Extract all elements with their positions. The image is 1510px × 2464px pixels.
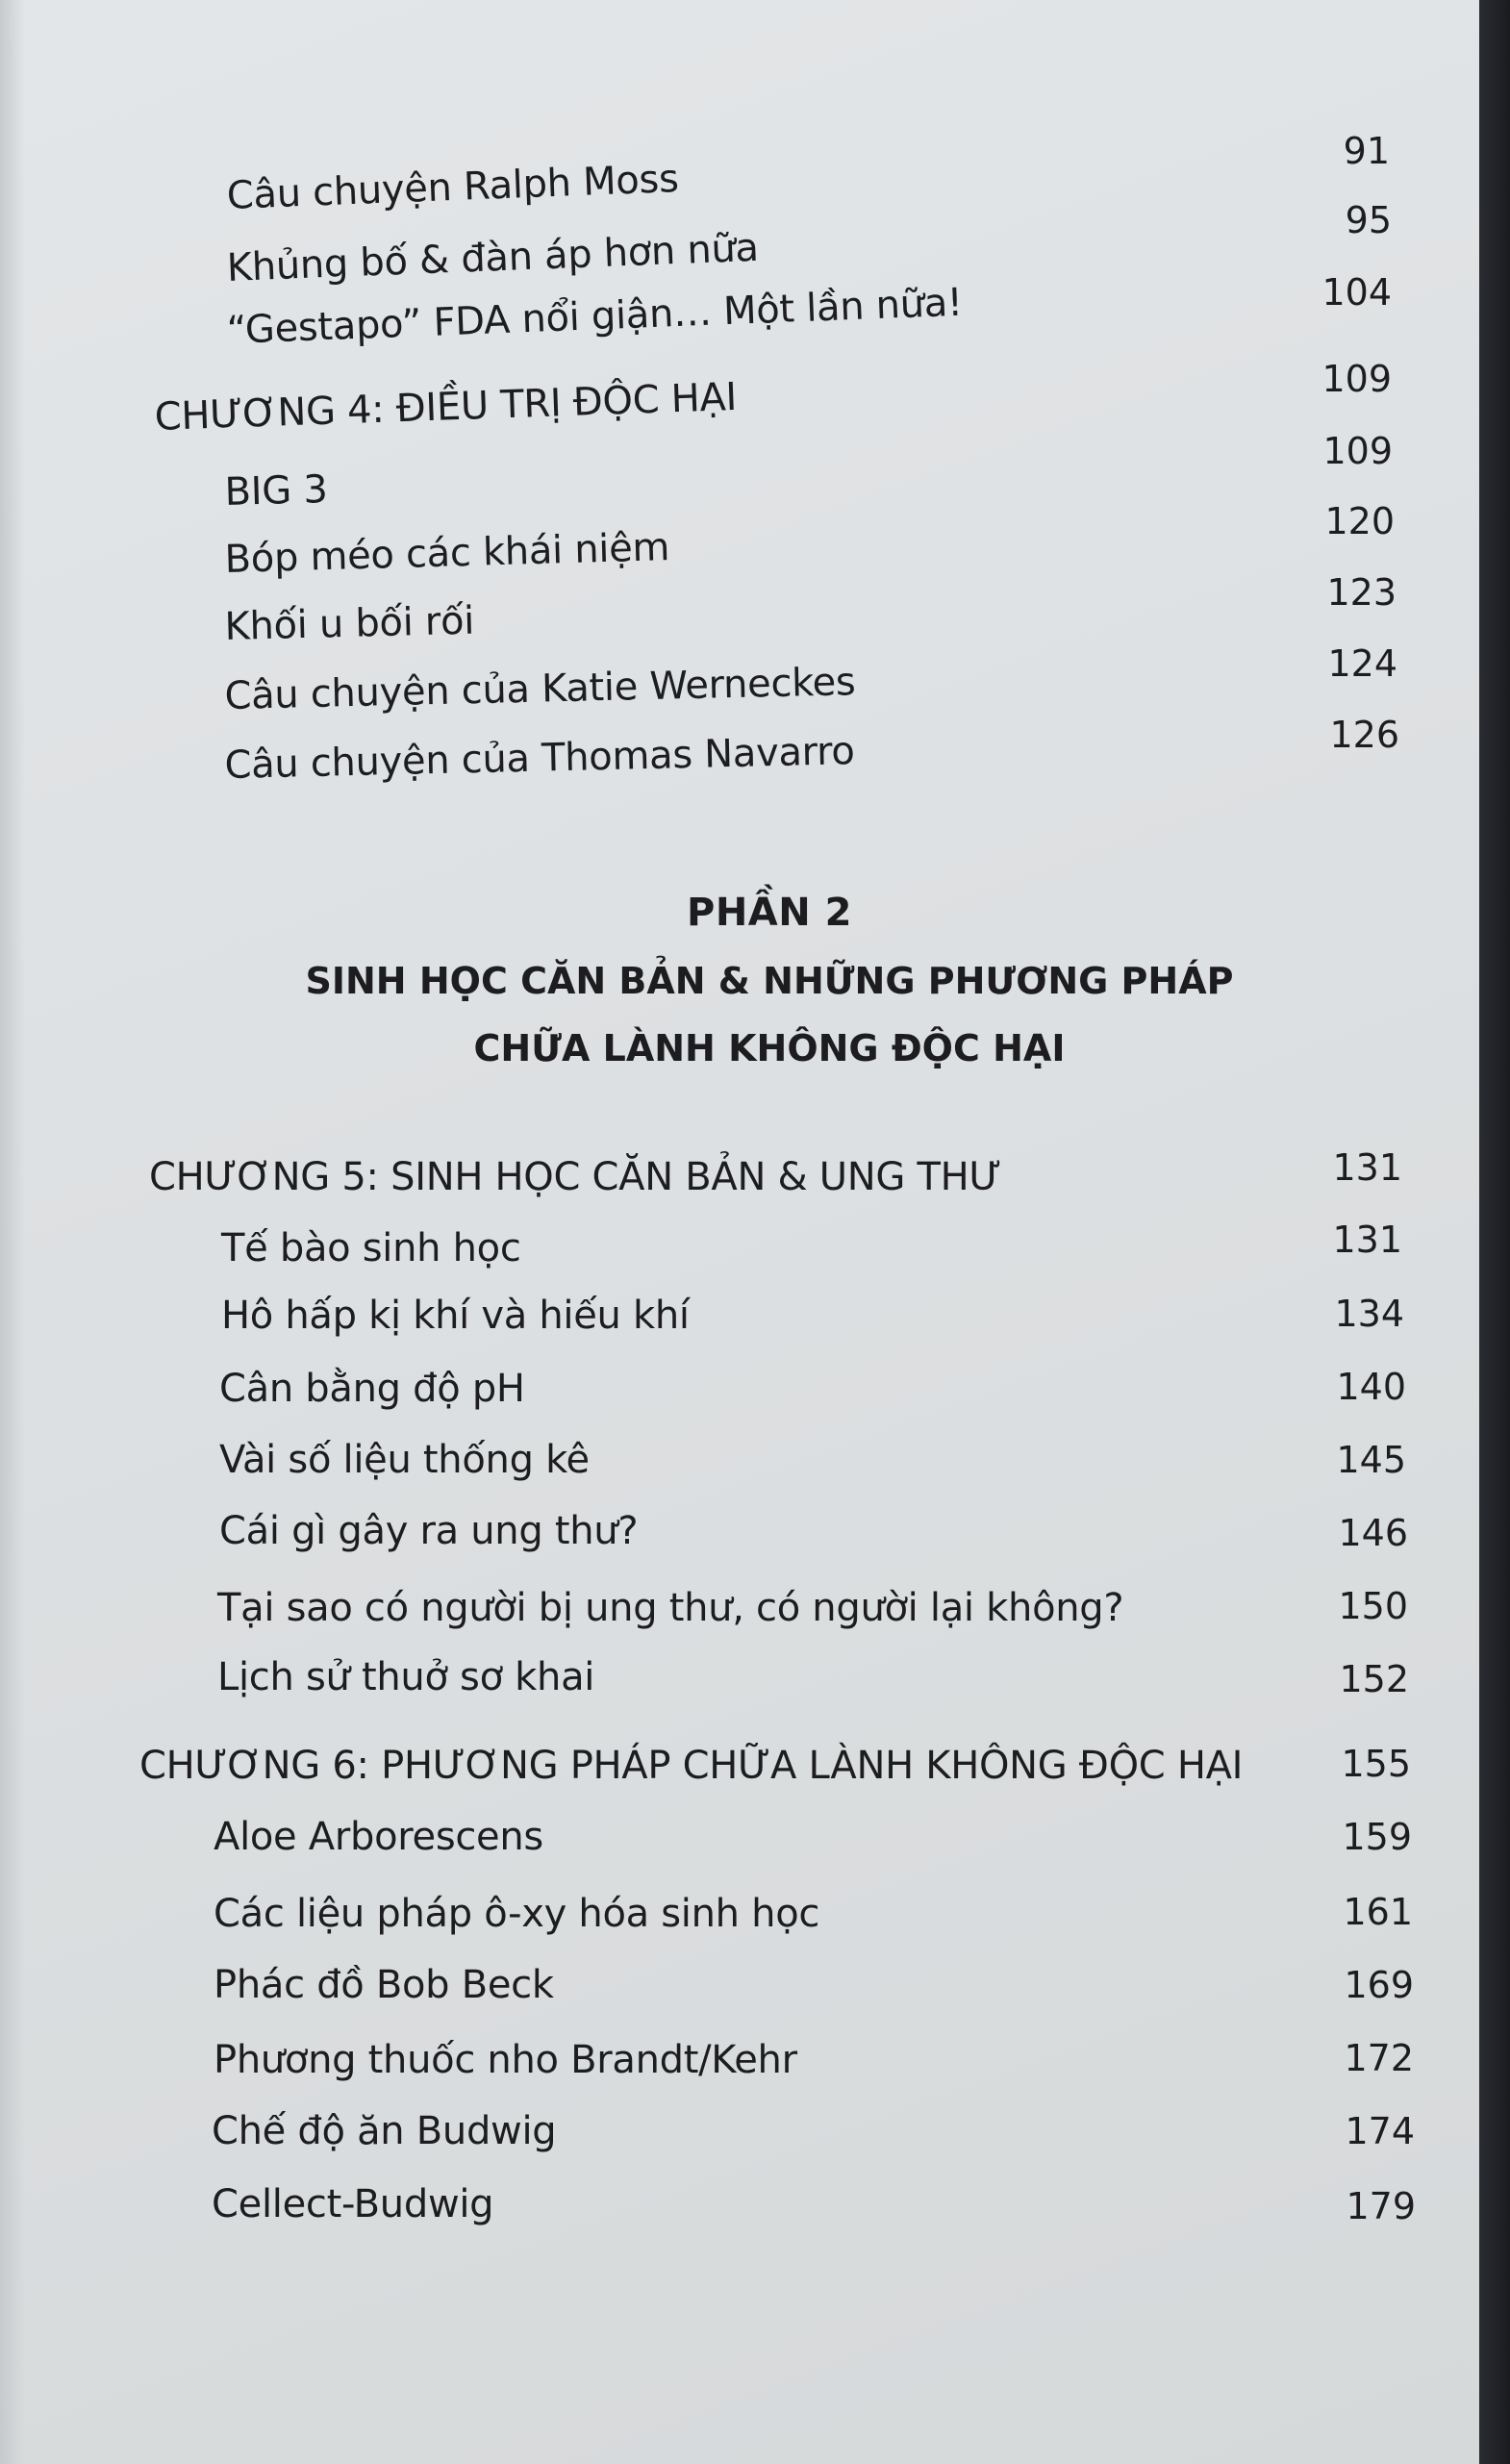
toc-entry-gay-ung-thu <box>219 1508 638 1554</box>
page-number: 134 <box>1334 1293 1404 1335</box>
page-number: 179 <box>1346 2185 1416 2227</box>
toc-entry-gestapo <box>226 280 964 354</box>
toc-chapter-title: CHƯƠNG 6: PHƯƠNG PHÁP CHỮA LÀNH KHÔNG ĐỘC HẠI <box>139 1744 1244 1788</box>
toc-entry-title: Cái gì gây ra ung thư? <box>219 1509 639 1553</box>
page-number: 146 <box>1338 1512 1408 1554</box>
page-number: 123 <box>1326 571 1397 614</box>
page-number: 155 <box>1341 1743 1411 1785</box>
page-shadow <box>0 0 25 2464</box>
page-number: 109 <box>1322 430 1393 472</box>
page-number: 120 <box>1324 500 1395 542</box>
page-number: 161 <box>1343 1891 1413 1933</box>
toc-entry-so-lieu <box>219 1437 590 1483</box>
toc-chapter-title: CHƯƠNG 5: SINH HỌC CĂN BẢN & UNG THƯ <box>149 1155 1002 1199</box>
page-number: 104 <box>1321 271 1392 314</box>
toc-entry-title: Khối u bối rối <box>224 598 475 649</box>
page-number: 140 <box>1336 1366 1406 1408</box>
toc-entry-title: Tại sao có người bị ung thư, có người lại không? <box>217 1586 1124 1630</box>
toc-entry-khoi-u <box>224 598 475 650</box>
page-number: 131 <box>1332 1219 1402 1261</box>
part-title-line-2: CHỮA LÀNH KHÔNG ĐỘC HẠI <box>473 1027 1066 1069</box>
page-number: 172 <box>1344 2037 1414 2079</box>
part-title-line-1: SINH HỌC CĂN BẢN & NHỮNG PHƯƠNG PHÁP <box>305 960 1234 1002</box>
toc-chapter-4 <box>154 374 738 440</box>
toc-entry-budwig <box>212 2108 556 2154</box>
page-number: 91 <box>1343 130 1390 172</box>
page-number: 150 <box>1338 1585 1408 1627</box>
toc-entry-brandt-kehr <box>214 2037 797 2083</box>
toc-entry-title: Aloe Arborescens <box>214 1815 543 1859</box>
page-number: 174 <box>1345 2110 1415 2152</box>
toc-entry-te-bao <box>221 1225 521 1271</box>
page-number: 145 <box>1336 1439 1406 1481</box>
toc-chapter-6 <box>139 1743 1243 1789</box>
page-number: 109 <box>1321 358 1392 400</box>
toc-entry-title: Cellect-Budwig <box>212 2182 494 2226</box>
toc-chapter-title: CHƯƠNG 4: ĐIỀU TRỊ ĐỘC HẠI <box>154 374 738 440</box>
toc-entry-title: Câu chuyện Ralph Moss <box>226 156 680 218</box>
toc-entry-big3 <box>224 466 328 515</box>
page-number: 95 <box>1345 199 1392 241</box>
toc-entry-oxy-hoa <box>214 1891 819 1937</box>
toc-entry-title: Hô hấp kị khí và hiếu khí <box>221 1294 690 1338</box>
toc-entry-ho-hap <box>221 1293 690 1339</box>
toc-entry-title: “Gestapo” FDA nổi giận… Một lần nữa! <box>226 280 964 353</box>
toc-entry-title: Lịch sử thuở sơ khai <box>217 1655 595 1699</box>
toc-entry-tai-sao <box>217 1585 1123 1631</box>
toc-chapter-5 <box>149 1154 1001 1200</box>
page-number: 131 <box>1332 1146 1402 1189</box>
toc-entry-title: Câu chuyện của Thomas Navarro <box>224 729 856 788</box>
toc-entry-ralph-moss <box>226 156 679 219</box>
toc-entry-katie <box>224 659 856 719</box>
toc-entry-title: Chế độ ăn Budwig <box>212 2109 557 2153</box>
page-number: 126 <box>1329 714 1399 756</box>
toc-entry-can-bang-ph <box>219 1366 525 1412</box>
page-number: 124 <box>1327 642 1397 685</box>
toc-entry-title: Các liệu pháp ô-xy hóa sinh học <box>214 1892 820 1936</box>
toc-entry-title: Phác đồ Bob Beck <box>214 1963 554 2007</box>
toc-entry-title: Tế bào sinh học <box>221 1226 521 1270</box>
page-number: 152 <box>1339 1658 1409 1700</box>
toc-entry-title: Khủng bố & đàn áp hơn nữa <box>226 225 760 290</box>
toc-entry-title: Câu chuyện của Katie Werneckes <box>224 660 856 718</box>
page-number: 169 <box>1344 1964 1414 2006</box>
toc-entry-title: Vài số liệu thống kê <box>219 1438 590 1482</box>
toc-entry-bop-meo <box>224 524 670 583</box>
toc-entry-title: Bóp méo các khái niệm <box>224 525 670 582</box>
book-spine-edge <box>1479 0 1510 2464</box>
toc-entry-title: Phương thuốc nho Brandt/Kehr <box>214 2038 797 2082</box>
toc-entry-khung-bo <box>226 225 760 291</box>
toc-entry-aloe <box>214 1814 543 1860</box>
toc-entry-bob-beck <box>214 1962 554 2008</box>
toc-entry-thomas <box>224 728 855 789</box>
toc-entry-cellect-budwig <box>212 2181 493 2227</box>
toc-entry-title: BIG 3 <box>224 467 329 515</box>
toc-entry-title: Cân bằng độ pH <box>219 1367 525 1411</box>
page-number: 159 <box>1342 1816 1412 1858</box>
part-label: PHẦN 2 <box>687 891 852 935</box>
toc-entry-lich-su <box>217 1654 594 1700</box>
